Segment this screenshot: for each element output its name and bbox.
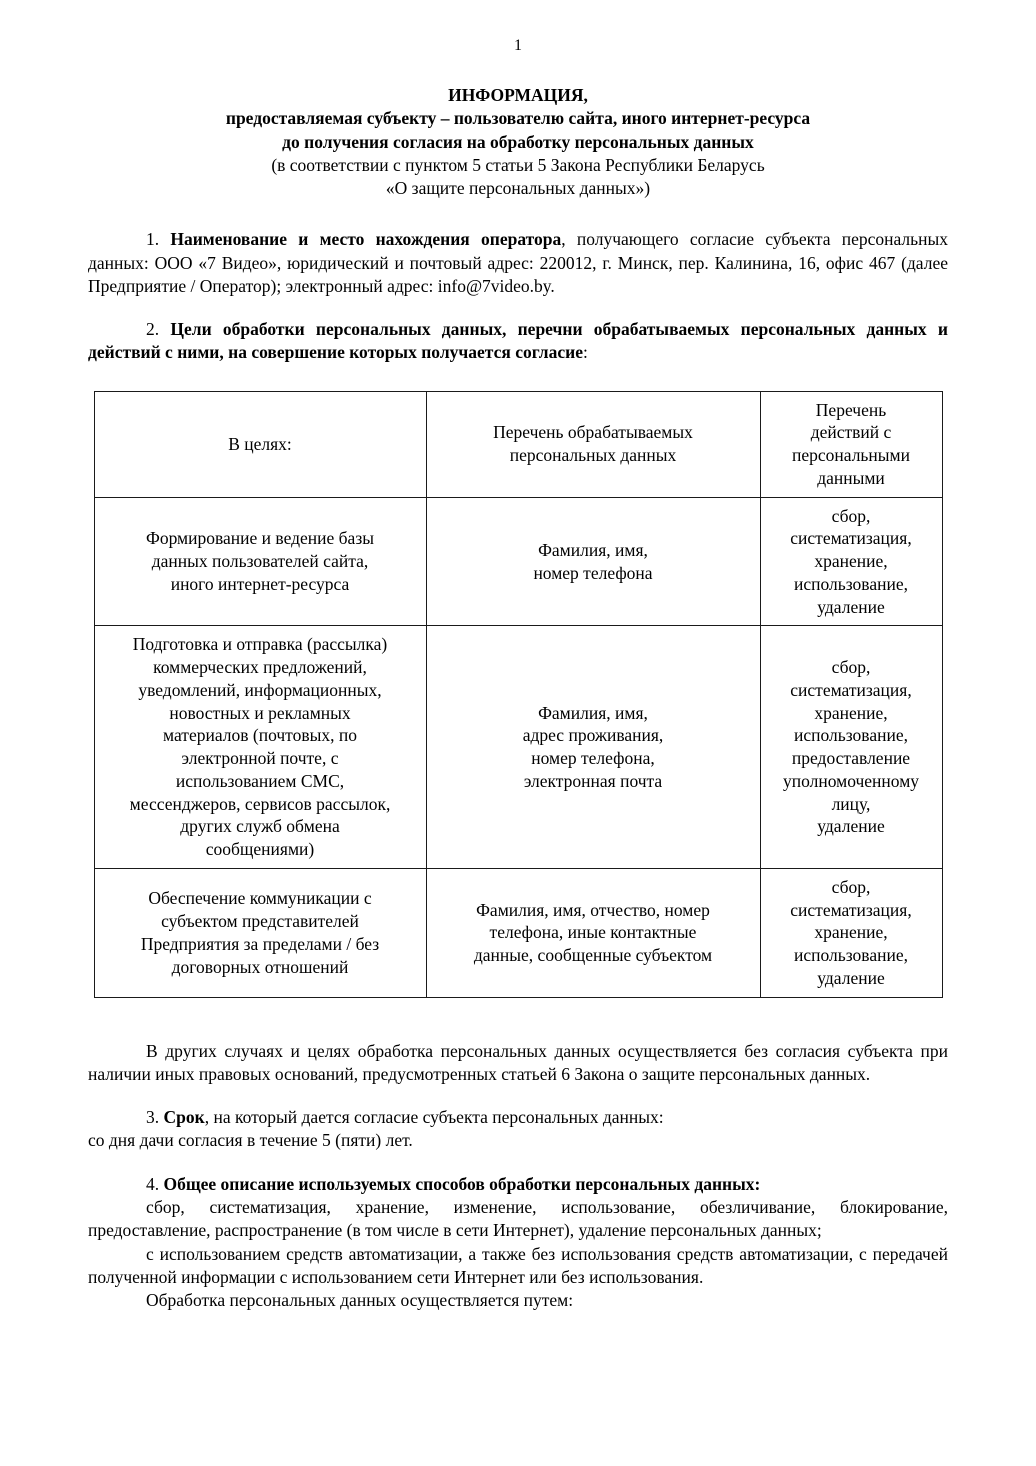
section-4-paragraph-2: с использованием средств автоматизации, а также без использования средств автоматизации, с передачей полученной информации с использованием сети Интернет или без использования. [88,1243,948,1287]
section-4-number: 4. [146,1173,160,1194]
title-line-3: до получения согласия на обработку персональных данных [282,131,754,152]
table-header-data-list: Перечень обрабатываемых персональных данных [426,391,760,497]
page-number: 1 [514,37,522,54]
section-3-body: , на который дается согласие субъекта персональных данных: [204,1107,664,1128]
table-header-purpose: В целях: [94,391,426,497]
section-1-heading: Наименование и место нахождения оператора [170,229,562,250]
personal-data-table [94,391,943,998]
section-3-line-2: со дня дачи согласия в течение 5 (пяти) лет. [88,1130,413,1151]
section-3-heading: Срок [163,1107,205,1128]
table-header-actions: Перечень действий с персональными данными [760,391,942,497]
title-line-5: «О защите персональных данных») [385,178,651,199]
cell-data-list: Фамилия, имя, отчество, номер телефона, иные контактные данные, сообщенные субъектом [426,868,760,997]
cell-actions: сбор, систематизация, хранение, использование, предоставление уполномоченному лицу, удаление [760,626,942,869]
after-table-paragraph: В других случаях и целях обработка персональных данных осуществляется без согласия субъекта при наличии иных правовых оснований, предусмотренных статьей 6 Закона о защите персональных данных. [88,1040,948,1084]
section-1-number: 1. [146,229,160,250]
section-3-paragraph [88,1106,948,1129]
section-4-heading: Общее описание используемых способов обработки персональных данных: [163,1173,761,1194]
section-2-paragraph [88,318,948,365]
title-line-4: (в соответствии с пунктом 5 статьи 5 Закона Республики Беларусь [271,154,765,175]
section-4-heading-paragraph [88,1173,948,1196]
cell-actions: сбор, систематизация, хранение, использование, удаление [760,497,942,626]
cell-purpose: Подготовка и отправка (рассылка) коммерческих предложений, уведомлений, информационных, новостных и рекламных материалов (почтовых, по электронной почте, с использованием СМС, мессенджеров, сервисов рассылок, других служб обмена сообщениями) [94,626,426,869]
document-title [88,84,948,200]
title-line-2: предоставляемая субъекту – пользователю сайта, иного интернет-ресурса [225,108,811,129]
cell-data-list: Фамилия, имя, номер телефона [426,497,760,626]
cell-purpose: Формирование и ведение базы данных пользователей сайта, иного интернет-ресурса [94,497,426,626]
cell-data-list: Фамилия, имя, адрес проживания, номер телефона, электронная почта [426,626,760,869]
section-3-number: 3. [146,1107,160,1128]
section-2-heading-tail: : [582,342,588,363]
section-4-paragraph-1: сбор, систематизация, хранение, изменение, использование, обезличивание, блокирование, предоставление, распространение (в том числе в сети Интернет), удаление персональных данных; [88,1196,948,1241]
table-row [94,868,942,997]
section-2-heading: Цели обработки персональных данных, перечни обрабатываемых персональных данных и действий с ними, на совершение которых получается согласие [88,319,949,363]
cell-actions: сбор, систематизация, хранение, использование, удаление [760,868,942,997]
table-row [94,497,942,626]
cell-purpose: Обеспечение коммуникации с субъектом представителей Предприятия за пределами / без договорных отношений [94,868,426,997]
table-row [94,626,942,869]
section-1-body: , получающего согласие субъекта персональных данных: ООО «7 Видео», юридический и почтовый адрес: 220012, г. Минск, пер. Калинина, 16, офис 467 (далее Предприятие / Оператор); электронный адрес: info@7video.by. [88,229,949,296]
section-1-paragraph [88,228,948,298]
title-line-1: ИНФОРМАЦИЯ, [448,85,588,105]
section-4-paragraph-3: Обработка персональных данных осуществляется путем: [146,1290,574,1311]
section-2-number: 2. [146,319,160,340]
table-header-row [94,391,942,497]
